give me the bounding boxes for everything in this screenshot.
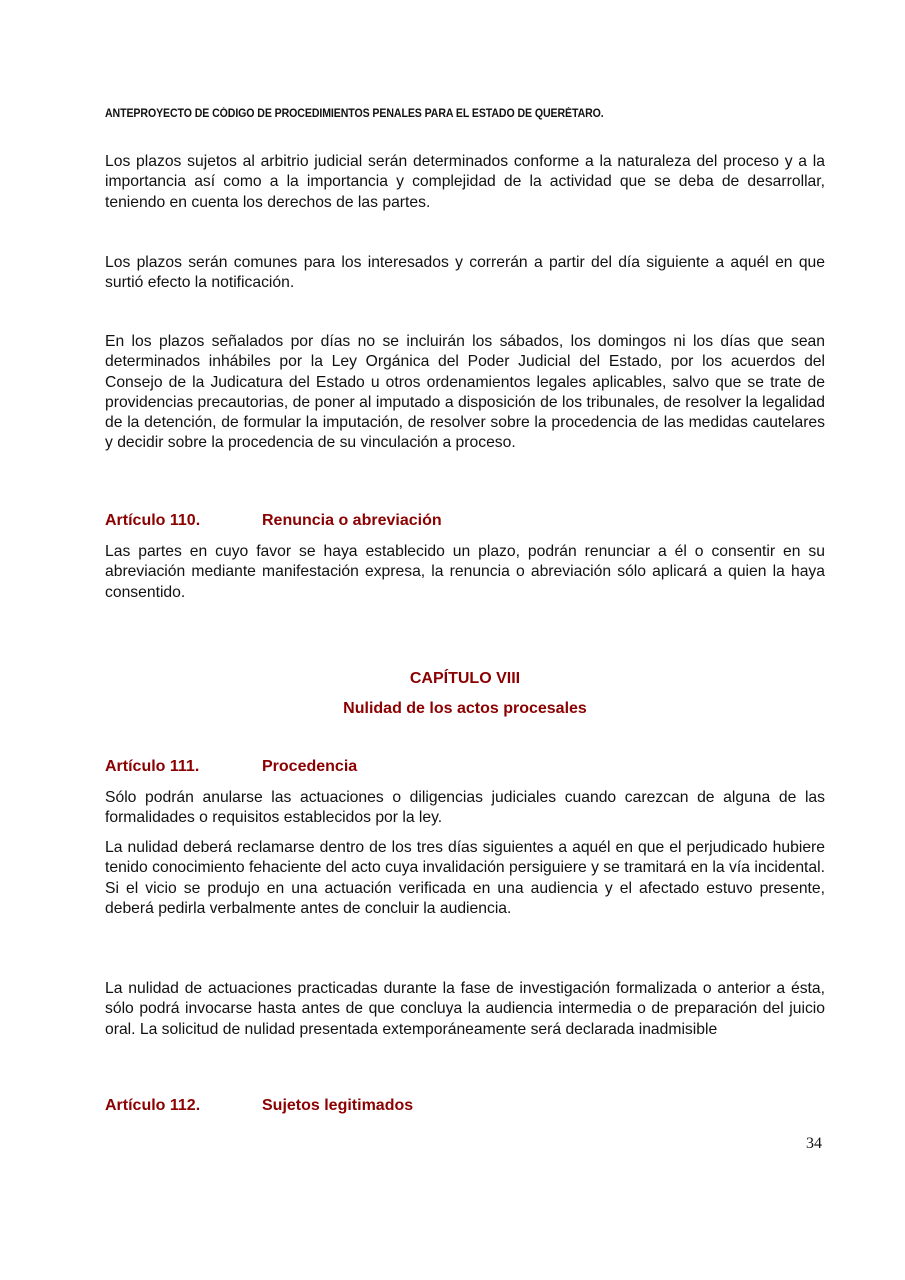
article-111-heading: [105, 758, 357, 776]
article-110-text: Las partes en cuyo favor se haya establecido un plazo, podrán renunciar a él o consentir en su abreviación mediante manifestación expresa, la renuncia o abreviación sólo aplicará a quien la haya consentido.: [105, 543, 825, 601]
paragraph-plazos-comunes: Los plazos serán comunes para los interesados y correrán a partir del día siguiente a aquél en que surtió efecto la notificación.: [105, 254, 825, 292]
article-111-paragraph-1: Sólo podrán anularse las actuaciones o diligencias judiciales cuando carezcan de alguna de las formalidades o requisitos establecidos por la ley.: [105, 789, 825, 827]
article-110-number: Artículo 110.: [105, 512, 201, 529]
article-112-heading: [105, 1097, 413, 1115]
article-111-paragraph-2: La nulidad deberá reclamarse dentro de los tres días siguientes a aquél en que el perjudicado hubiere tenido conocimiento fehaciente del acto cuya invalidación persiguiere y se tramitará en la vía incidental. Si el vicio se produjo en una actuación verificada en una audiencia y el afectado estuvo presente, deberá pedirla verbalmente antes de concluir la audiencia.: [105, 839, 825, 917]
document-header: ANTEPROYECTO DE CÓDIGO DE PROCEDIMIENTOS PENALES PARA EL ESTADO DE QUERÉTARO.: [105, 108, 604, 120]
article-110-title: Renuncia o abreviación: [262, 512, 442, 529]
article-111-number: Artículo 111.: [105, 758, 200, 775]
paragraph-plazos-dias: En los plazos señalados por días no se incluirán los sábados, los domingos ni los días que sean determinados inhábiles por la Ley Orgánica del Poder Judicial del Estado, por los acuerdos del Consejo de la Judicatura del Estado u otros ordenamientos legales aplicables, salvo que se trate de providencias precautorias, de poner al imputado a disposición de los tribunales, de resolver la legalidad de la detención, de formular la imputación, de resolver sobre la procedencia de las medidas cautelares y decidir sobre la procedencia de su vinculación a proceso.: [105, 333, 825, 452]
chapter-number: CAPÍTULO VIII: [409, 670, 521, 687]
article-111-title: Procedencia: [262, 758, 358, 775]
article-112-title: Sujetos legitimados: [262, 1097, 414, 1114]
article-112-number: Artículo 112.: [105, 1097, 201, 1114]
page-number: 34: [806, 1135, 822, 1152]
article-111-paragraph-3: La nulidad de actuaciones practicadas durante la fase de investigación formalizada o anterior a ésta, sólo podrá invocarse hasta antes de que concluya la audiencia intermedia o de preparación del juicio oral. La solicitud de nulidad presentada extemporáneamente será declarada inadmisible: [105, 980, 825, 1038]
article-110-heading: [105, 512, 442, 530]
paragraph-plazos-arbitrio: Los plazos sujetos al arbitrio judicial serán determinados conforme a la naturaleza del proceso y a la importancia así como a la importancia y complejidad de la actividad que se deba de desarrollar, teniendo en cuenta los derechos de las partes.: [105, 153, 825, 211]
chapter-title: Nulidad de los actos procesales: [343, 700, 587, 717]
